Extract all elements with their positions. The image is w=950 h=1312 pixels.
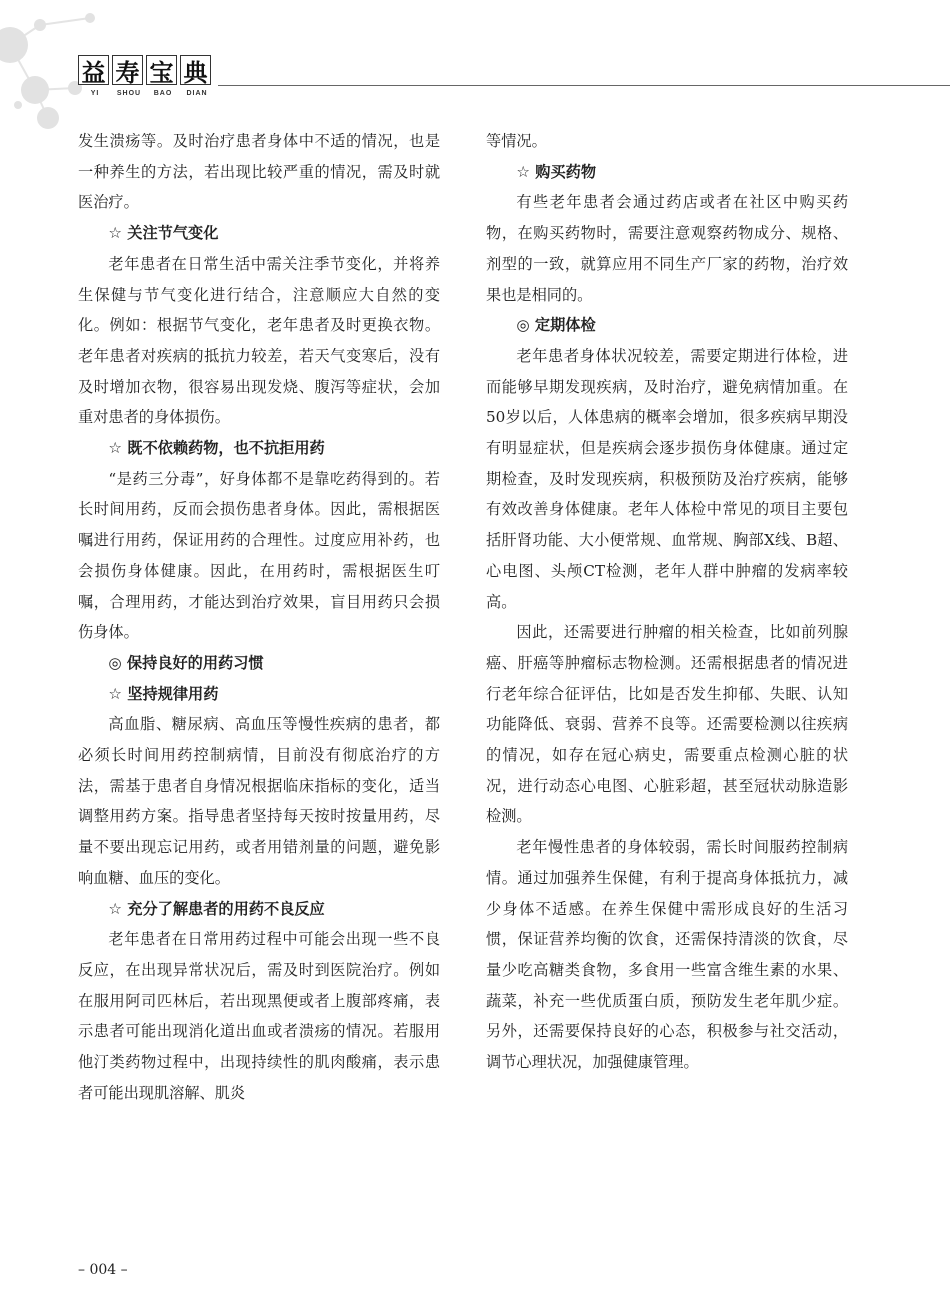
section-heading: ☆ 坚持规律用药: [108, 684, 219, 703]
pinyin-syllable: BAO: [153, 90, 173, 97]
title-char: 典: [180, 55, 211, 85]
left-column: [78, 126, 440, 1109]
pinyin-syllable: SHOU: [116, 90, 142, 97]
pinyin-syllable: DIAN: [186, 90, 208, 97]
paragraph: 发生溃疡等。及时治疗患者身体中不适的情况，也是一种养生的方法，若出现比较严重的情况，需及时就医治疗。: [78, 132, 440, 212]
section-heading: ☆ 关注节气变化: [108, 224, 219, 243]
right-column: [486, 126, 848, 1078]
paragraph: 老年患者在日常用药过程中可能会出现一些不良反应，在出现异常状况后，需及时到医院治疗。例如在服用阿司匹林后，若出现黑便或者上腹部疼痛，表示患者可能出现消化道出血或者溃疡的情况。若服用他汀类药物过程中，出现持续性的肌肉酸痛，表示患者可能出现肌溶解、肌炎: [78, 930, 440, 1102]
section-heading: ☆ 充分了解患者的用药不良反应: [108, 899, 325, 918]
title-char: 益: [78, 55, 109, 85]
paragraph: 因此，还需要进行肿瘤的相关检查，比如前列腺癌、肝癌等肿瘤标志物检测。还需根据患者的情况进行老年综合征评估，比如是否发生抑郁、失眠、认知功能降低、衰弱、营养不良等。还需要检测以往疾病的情况，如存在冠心病史，需要重点检测心脏的状况，进行动态心电图、心脏彩超，甚至冠状动脉造影检测。: [486, 623, 848, 826]
paragraph: 老年患者在日常生活中需关注季节变化，并将养生保健与节气变化进行结合，注意顺应大自然的变化。例如：根据节气变化，老年患者及时更换衣物。老年患者对疾病的抵抗力较差，若天气变寒后，没有及时增加衣物，很容易出现发烧、腹泻等症状，会加重对患者的身体损伤。: [78, 254, 440, 427]
paragraph: 高血脂、糖尿病、高血压等慢性疾病的患者，都必须长时间用药控制病情，目前没有彻底治疗的方法，需基于患者自身情况根据临床指标的变化，适当调整用药方案。指导患者坚持每天按时按量用药，尽量不要出现忘记用药，或者用错剂量的问题，避免影响血糖、血压的变化。: [78, 715, 440, 887]
book-header: [78, 55, 214, 97]
book-title-pinyin: [78, 90, 214, 97]
section-heading: ◎ 保持良好的用药习惯: [108, 653, 264, 672]
page-number: – 004 –: [78, 1262, 128, 1278]
paragraph: 老年慢性患者的身体较弱，需长时间服药控制病情。通过加强养生保健，有利于提高身体抵抗力，减少身体不适感。在养生保健中需形成良好的生活习惯，保证营养均衡的饮食，还需保持清淡的饮食，尽量少吃高糖类食物，多食用一些富含维生素的水果、蔬菜，补充一些优质蛋白质，预防发生老年肌少症。另外，还需要保持良好的心态，积极参与社交活动，调节心理状况，加强健康管理。: [486, 838, 848, 1072]
section-heading: ☆ 既不依赖药物，也不抗拒用药: [108, 439, 325, 458]
book-title: [78, 55, 214, 85]
section-heading: ◎ 定期体检: [516, 316, 596, 335]
title-char: 寿: [112, 55, 143, 85]
header-rule: [218, 85, 950, 86]
paragraph: 老年患者身体状况较差，需要定期进行体检，进而能够早期发现疾病，及时治疗，避免病情加重。在50岁以后，人体患病的概率会增加，很多疾病早期没有明显症状，但是疾病会逐步损伤身体健康。通过定期检查，及时发现疾病，积极预防及治疗疾病，能够有效改善身体健康。老年人体检中常见的项目主要包括肝肾功能、大小便常规、血常规、胸部X线、B超、心电图、头颅CT检测，老年人群中肿瘤的发病率较高。: [486, 346, 848, 611]
pinyin-syllable: YI: [90, 90, 100, 97]
paragraph: 等情况。: [486, 132, 547, 150]
paragraph: “是药三分毒”，好身体都不是靠吃药得到的。若长时间用药，反而会损伤患者身体。因此，需根据医嘱进行用药，保证用药的合理性。过度应用补药，也会损伤身体健康。因此，在用药时，需根据医生叮嘱，合理用药，才能达到治疗效果，盲目用药只会损伤身体。: [78, 469, 440, 642]
paragraph: 有些老年患者会通过药店或者在社区中购买药物，在购买药物时，需要注意观察药物成分、规格、剂型的一致，就算应用不同生产厂家的药物，治疗效果也是相同的。: [486, 193, 848, 304]
section-heading: ☆ 购买药物: [516, 162, 597, 181]
title-char: 宝: [146, 55, 177, 85]
